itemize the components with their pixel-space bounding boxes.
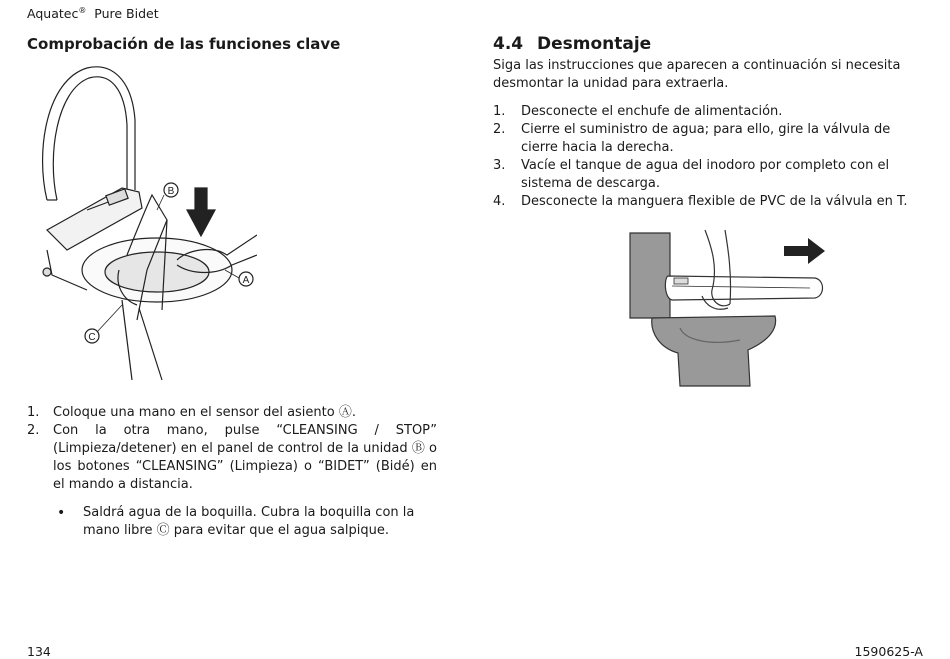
brand-name: Aquatec (27, 6, 79, 22)
list-item (493, 103, 918, 121)
page-number: 134 (27, 644, 51, 659)
step-number: 1. (493, 104, 506, 119)
toilet-removal-illustration (620, 228, 835, 397)
bullet-symbol: • (57, 505, 66, 521)
list-item (493, 157, 918, 193)
registered-mark: ® (78, 6, 87, 15)
step-text: Desconecte el enchufe de alimentación. (521, 104, 783, 119)
list-item (27, 422, 437, 494)
document-id: 1590625-A (854, 644, 923, 659)
left-steps-list (27, 404, 437, 494)
bullet-note (57, 504, 437, 540)
callout-a: A (242, 275, 250, 286)
section-intro: Siga las instrucciones que aparecen a continuación si necesita desmontar la unidad para extraerla. (493, 58, 901, 91)
list-item (493, 121, 918, 157)
list-item (493, 193, 918, 211)
bullet-text: Saldrá agua de la boquilla. Cubra la boquilla con la mano libre Ⓒ para evitar que el agua salpique. (83, 505, 415, 538)
page-header (27, 6, 159, 21)
step-text: Con la otra mano, pulse “CLEANSING / STOP” (Limpieza/detener) en el panel de control de la unidad Ⓑ o los botones “CLEANSING” (Limpieza) o “BIDET” (Bidé) en el mando a distancia. (53, 423, 437, 492)
step-number: 2. (493, 122, 506, 137)
step-number: 4. (493, 194, 506, 209)
step-text: Cierre el suministro de agua; para ello, gire la válvula de cierre hacia la derecha. (521, 122, 891, 155)
list-item (27, 404, 437, 422)
right-section-heading (493, 34, 651, 54)
bidet-seat-illustration (27, 60, 257, 389)
step-number: 3. (493, 158, 506, 173)
step-number: 1. (27, 405, 40, 420)
product-name: Pure Bidet (94, 6, 159, 22)
callout-c: C (88, 332, 96, 343)
section-number: 4.4 (493, 34, 524, 54)
section-title: Desmontaje (537, 34, 652, 54)
step-text: Desconecte la manguera flexible de PVC de la válvula en T. (521, 194, 908, 209)
step-text: Coloque una mano en el sensor del asiento Ⓐ. (53, 405, 356, 420)
left-section-heading: Comprobación de las funciones clave (27, 35, 341, 53)
step-text: Vacíe el tanque de agua del inodoro por completo con el sistema de descarga. (521, 158, 890, 191)
callout-b: B (167, 186, 175, 197)
step-number: 2. (27, 423, 40, 438)
right-steps-list (493, 103, 918, 211)
